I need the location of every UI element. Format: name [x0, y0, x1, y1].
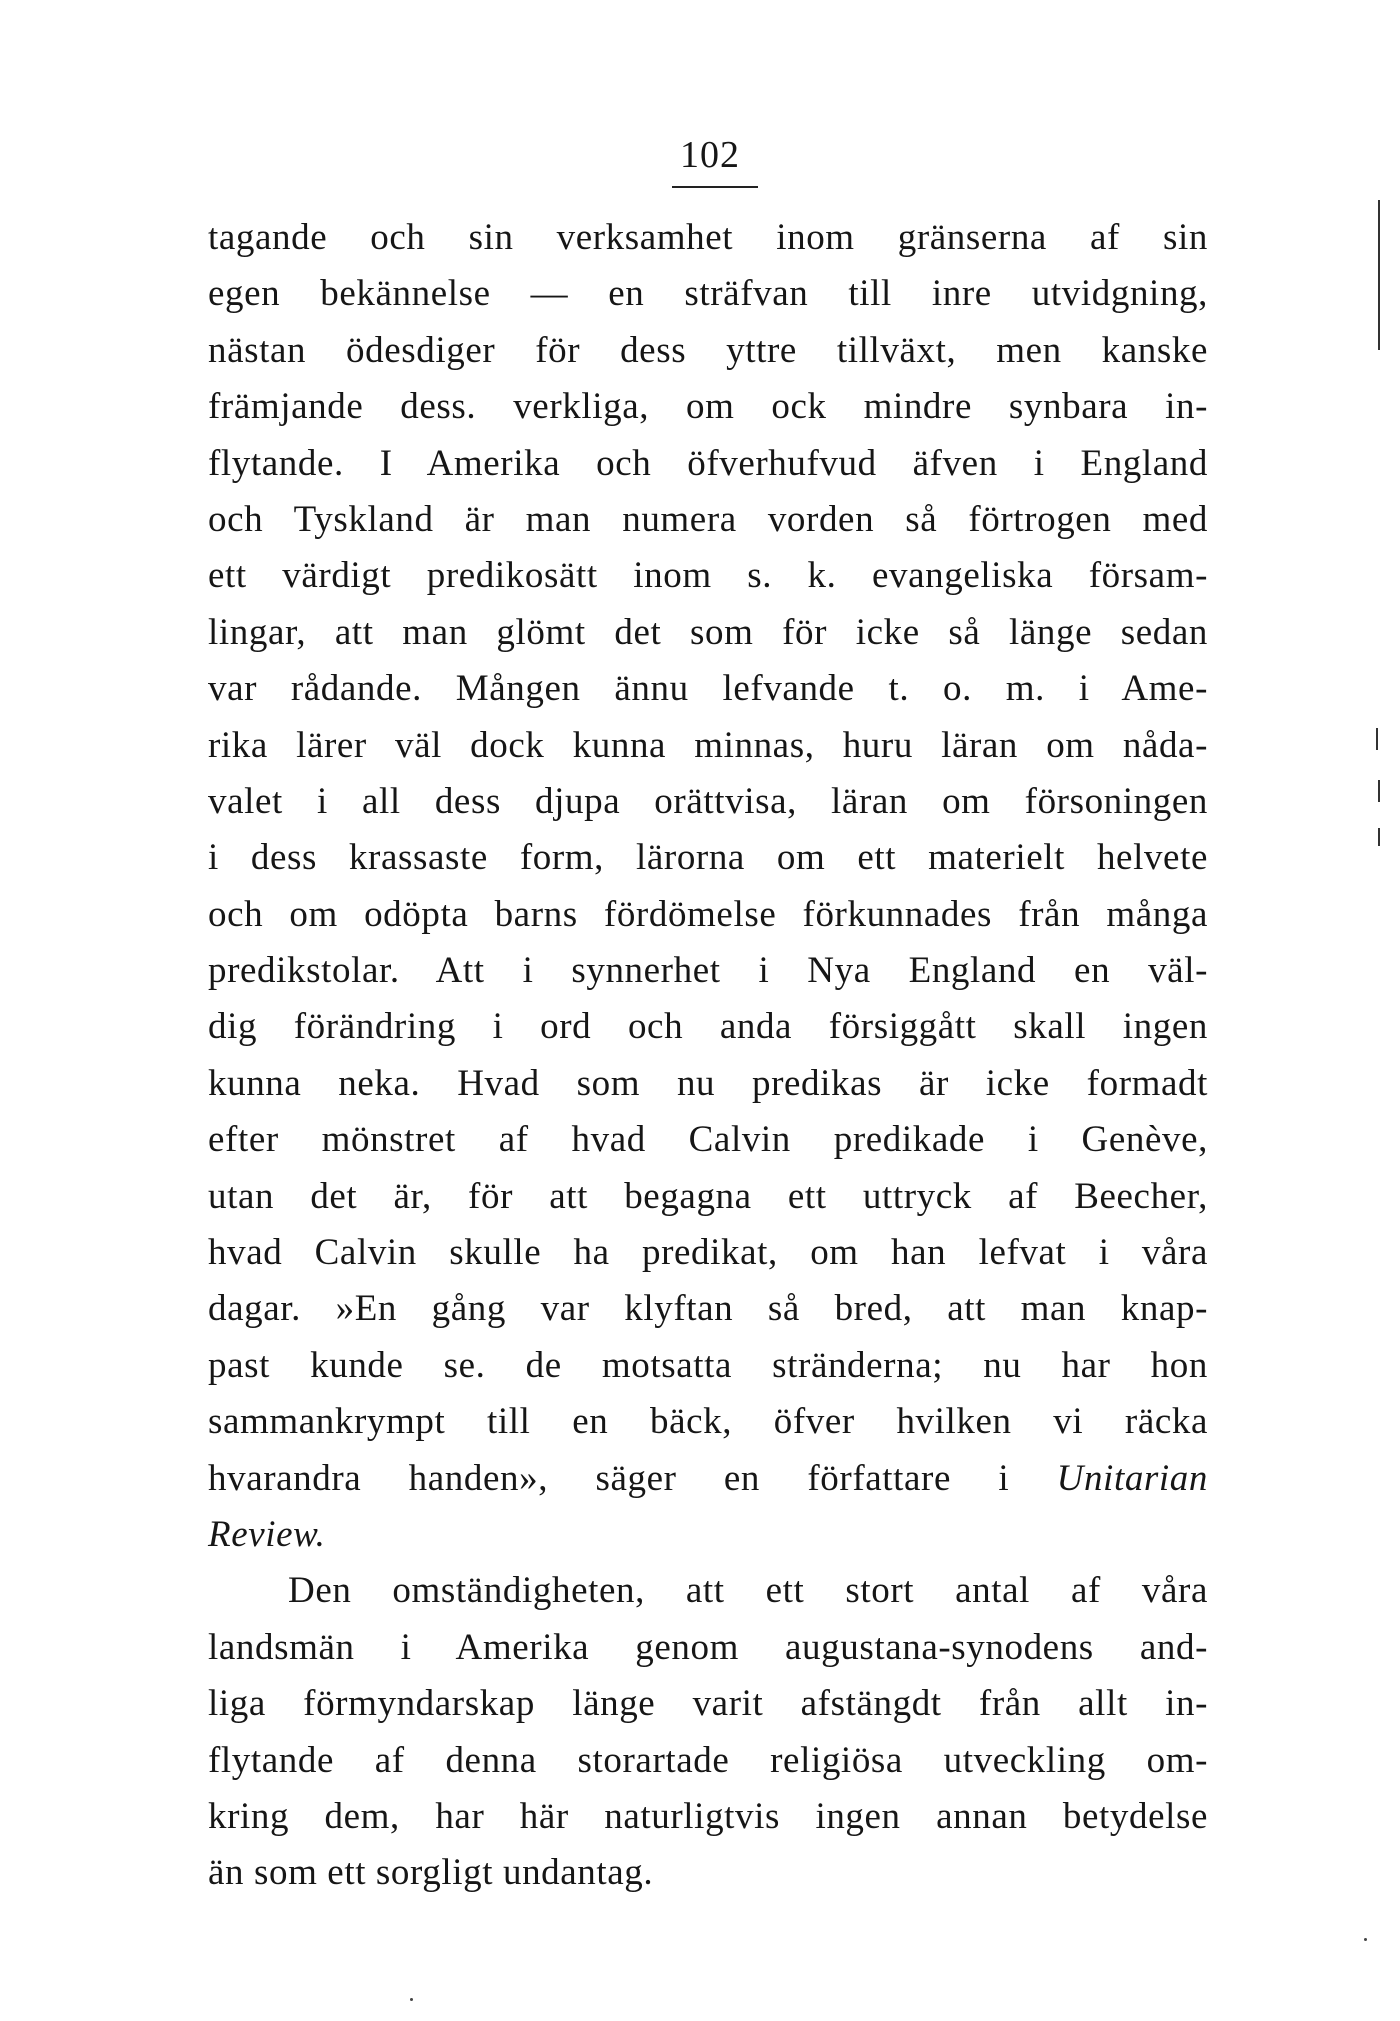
text-line: flytande. I Amerika och öfverhufvud äfven i England — [208, 442, 1208, 484]
text-line: var rådande. Mången ännu lefvande t. o. m. i Ame- — [208, 668, 1208, 710]
text-segment: hvarandra handen», säger en författare i — [208, 1457, 1010, 1499]
scan-artifact-tick — [1378, 780, 1380, 802]
paragraph-1 — [208, 210, 1208, 1563]
text-line: tagande och sin verksamhet inom gränserna af sin — [208, 217, 1208, 258]
text-line: ett värdigt predikosätt inom s. k. evangeliska försam- — [208, 555, 1208, 597]
text-line: landsmän i Amerika genom augustana-synodens and- — [208, 1626, 1208, 1668]
text-line: past kunde se. de motsatta stränderna; nu har hon — [208, 1344, 1208, 1386]
text-line: hvad Calvin skulle ha predikat, om han lefvat i våra — [208, 1232, 1208, 1274]
text-line: lingar, att man glömt det som för icke så länge sedan — [208, 611, 1208, 653]
text-line: och Tyskland är man numera vorden så förtrogen med — [208, 498, 1208, 540]
text-line: än som ett sorgligt undantag. — [208, 1852, 654, 1894]
text-line: sammankrympt till en bäck, öfver hvilken vi räcka — [208, 1401, 1208, 1443]
italic-title-end: Review. — [208, 1513, 326, 1555]
text-line: främjande dess. verkliga, om ock mindre synbara in- — [208, 386, 1208, 428]
scan-artifact-tick — [1376, 728, 1378, 750]
text-line: kring dem, har här naturligtvis ingen annan betydelse — [208, 1795, 1208, 1837]
text-line: valet i all dess djupa orättvisa, läran om försoningen — [208, 780, 1208, 822]
text-line: i dess krassaste form, lärorna om ett materielt helvete — [208, 837, 1208, 879]
scan-speck — [410, 1998, 413, 2001]
scan-artifact-tick — [1378, 828, 1380, 846]
text-line: efter mönstret af hvad Calvin predikade i Genève, — [208, 1119, 1208, 1161]
scan-artifact-line — [1378, 200, 1380, 350]
page-number: 102 — [680, 134, 740, 176]
italic-title-start: Unitarian — [1056, 1457, 1208, 1499]
text-line: Den omständigheten, att ett stort antal af våra — [288, 1570, 1208, 1612]
text-line: egen bekännelse — en sträfvan till inre utvidgning, — [208, 273, 1208, 315]
text-line: liga förmyndarskap länge varit afstängdt från allt in- — [208, 1683, 1208, 1725]
page-number-underline — [672, 186, 758, 188]
text-line: rika lärer väl dock kunna minnas, huru läran om nåda- — [208, 724, 1208, 766]
paragraph-2 — [208, 1563, 1208, 1901]
text-line: predikstolar. Att i synnerhet i Nya England en väl- — [208, 950, 1208, 992]
text-line: dig förändring i ord och anda försiggått skall ingen — [208, 1006, 1208, 1048]
text-line: kunna neka. Hvad som nu predikas är icke formadt — [208, 1062, 1208, 1104]
text-line-with-italic — [208, 1451, 1208, 1507]
text-line: nästan ödesdiger för dess yttre tillväxt, men kanske — [208, 329, 1208, 371]
text-line: och om odöpta barns fördömelse förkunnades från många — [208, 893, 1208, 935]
text-line: dagar. »En gång var klyftan så bred, att man knap- — [208, 1288, 1208, 1330]
scan-speck — [1364, 1938, 1367, 1941]
text-line: flytande af denna storartade religiösa utveckling om- — [208, 1739, 1208, 1781]
text-line: utan det är, för att begagna ett uttryck af Beecher, — [208, 1175, 1208, 1217]
body-text — [208, 210, 1208, 1902]
